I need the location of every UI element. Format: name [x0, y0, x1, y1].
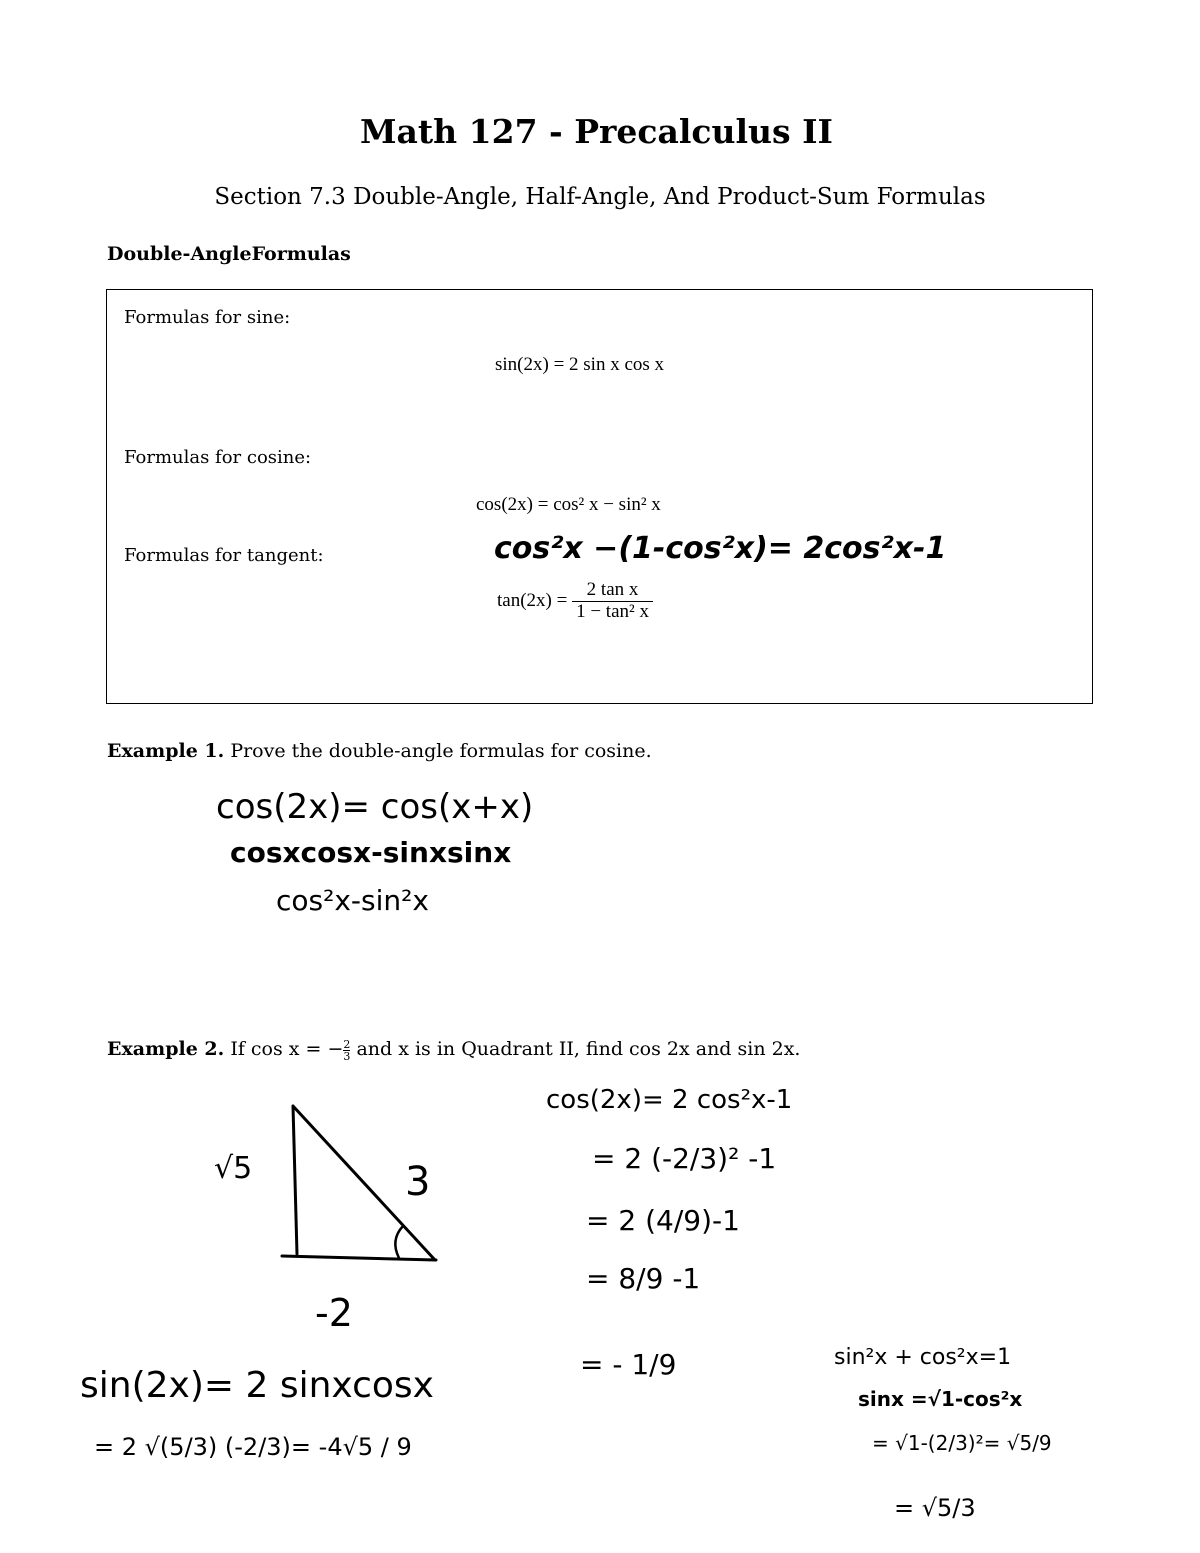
- triangle-hypotenuse-label: 3: [405, 1159, 431, 1205]
- example-1-line-3: cos²x-sin²x: [276, 884, 429, 917]
- example-2-fraction: [343, 1039, 350, 1062]
- cos-work-line-5: = - 1/9: [580, 1348, 677, 1381]
- cosine-handwritten-note: [490, 522, 947, 572]
- cos-work-line-3: = 2 (4/9)-1: [586, 1204, 740, 1237]
- side-work-line-4: = √5/3: [894, 1494, 976, 1522]
- page-title: Math 127 - Precalculus II: [360, 112, 833, 151]
- example-1-prompt: [107, 740, 652, 762]
- section-heading: Double-AngleFormulas: [107, 243, 351, 265]
- side-work-line-1: sin²x + cos²x=1: [834, 1345, 1012, 1370]
- cosine-handwritten-text: cos²x −(1-cos²x)= 2cos²x-1: [494, 531, 947, 566]
- example-1-label: Example 1.: [107, 740, 225, 762]
- example-1-handwriting: [210, 770, 590, 930]
- cos-2x-work: [540, 1060, 850, 1405]
- triangle-sketch: [200, 1090, 460, 1340]
- example-1-line-1: cos(2x)= cos(x+x): [216, 787, 534, 827]
- tangent-formula: [497, 580, 653, 623]
- cos-work-line-1: cos(2x)= 2 cos²x-1: [546, 1085, 793, 1115]
- example-2-text-b: and x is in Quadrant II, find cos 2x and sin 2x.: [356, 1038, 801, 1060]
- example-2-label: Example 2.: [107, 1038, 225, 1060]
- example-2-fraction-den: 3: [343, 1049, 351, 1063]
- example-2-prompt: [107, 1038, 800, 1062]
- example-1-text: Prove the double-angle formulas for cosine.: [230, 740, 652, 762]
- triangle-base-label: -2: [315, 1291, 353, 1335]
- cosine-formula: cos(2x) = cos² x − sin² x: [476, 494, 661, 515]
- sin-work-line-2: = 2 √(5/3) (-2/3)= -4√5 / 9: [94, 1433, 412, 1461]
- sine-formula: sin(2x) = 2 sin x cos x: [495, 354, 665, 375]
- section-subtitle: Section 7.3 Double-Angle, Half-Angle, And Product-Sum Formulas: [214, 184, 986, 210]
- sin-2x-work: [78, 1345, 498, 1515]
- cos-work-line-2: = 2 (-2/3)² -1: [592, 1142, 777, 1175]
- cosine-label: Formulas for cosine:: [124, 447, 312, 468]
- sine-label: Formulas for sine:: [124, 307, 291, 328]
- side-work-line-3: = √1-(2/3)²= √5/9: [872, 1431, 1052, 1455]
- sin-work-line-1: sin(2x)= 2 sinxcosx: [80, 1365, 434, 1406]
- angle-arc: [395, 1226, 403, 1258]
- tangent-denominator: 1 − tan² x: [576, 600, 649, 622]
- triangle-vertical-label: √5: [214, 1151, 253, 1186]
- tangent-numerator: 2 tan x: [572, 580, 653, 602]
- side-work-line-2: sinx =√1-cos²x: [858, 1387, 1023, 1411]
- example-1-line-2: cosxcosx-sinxsinx: [230, 836, 512, 869]
- tangent-label: Formulas for tangent:: [124, 545, 324, 566]
- example-2-fraction-num: 2: [343, 1037, 351, 1051]
- example-2-text-a: If cos x = −: [230, 1038, 344, 1060]
- tangent-fraction: [572, 580, 653, 623]
- tangent-lhs: tan(2x) =: [497, 589, 568, 611]
- sin-side-work: [830, 1330, 1090, 1540]
- cos-work-line-4: = 8/9 -1: [586, 1262, 701, 1295]
